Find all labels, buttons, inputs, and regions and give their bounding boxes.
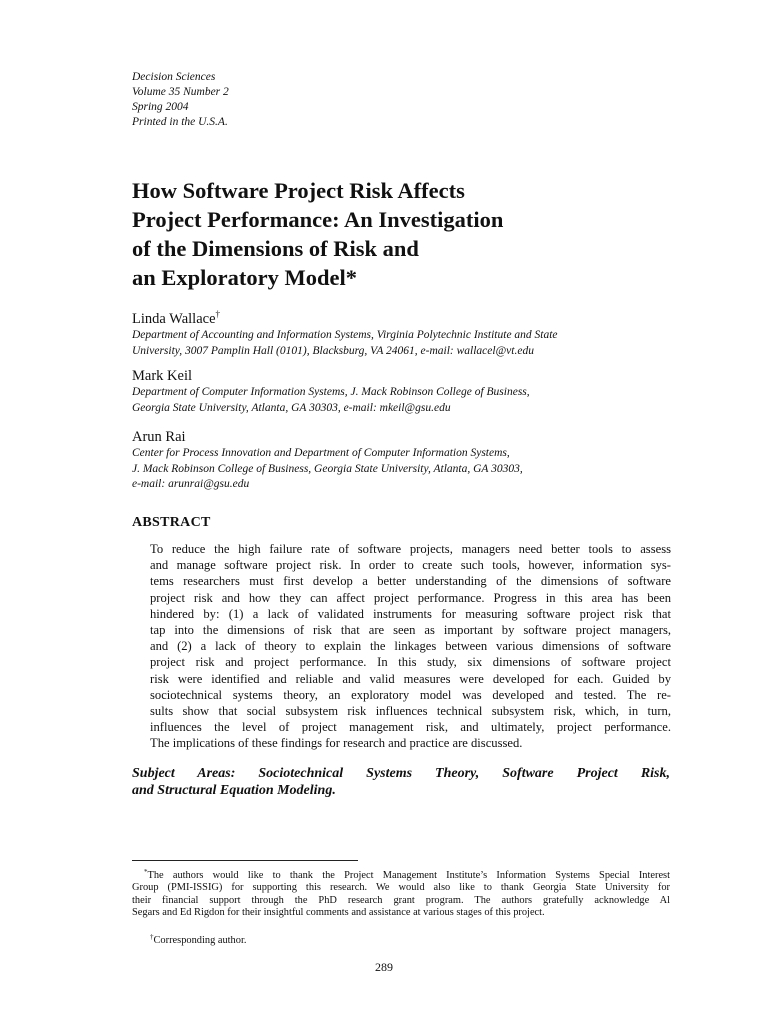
journal-info: [132, 70, 229, 130]
affiliation-line: e-mail: arunrai@gsu.edu: [132, 478, 250, 490]
footnote-mark: *: [144, 868, 148, 876]
subject-areas-line: Subject Areas: Sociotechnical Systems Theory, Software Project Risk,: [132, 766, 670, 781]
author-block: [132, 367, 530, 416]
abstract-heading: ABSTRACT: [132, 515, 211, 530]
author-name-line: [132, 367, 530, 385]
author-name-line: [132, 305, 558, 328]
abstract-line: influences the level of project management risk, and ultimately, project performance.: [150, 720, 671, 735]
subject-areas-line: and Structural Equation Modeling.: [132, 783, 336, 798]
footnote-divider: [132, 860, 358, 861]
abstract-line: sults show that social subsystem risk influences technical subsystem risk, which, in turn,: [150, 704, 671, 719]
footnote-text: The authors would like to thank the Project Management Institute’s Information Systems Special Interest: [147, 870, 670, 881]
page-number: 289: [375, 960, 393, 974]
corresponding-author-footnote: [150, 931, 246, 947]
abstract-line: The implications of these findings for research and practice are discussed.: [150, 736, 523, 751]
abstract-line: and manage software project risk. In order to create such tools, however, information sys-: [150, 558, 671, 573]
title-line: Project Performance: An Investigation: [132, 207, 504, 232]
abstract-line: project risk and project performance. In this study, six dimensions of software project: [150, 655, 671, 670]
author-name: Linda Wallace: [132, 311, 216, 327]
author-name: Arun Rai: [132, 429, 186, 445]
author-affiliation: [132, 446, 523, 493]
abstract-line: tap into the dimensions of risk that are seen as important by software project managers,: [150, 623, 671, 638]
acknowledgment-footnote: [132, 866, 670, 919]
author-name-line: [132, 428, 523, 446]
journal-printed: Printed in the U.S.A.: [132, 116, 228, 128]
author-affiliation: [132, 328, 558, 359]
footnote-line: Group (PMI-ISSIG) for supporting this research. We would also like to thank Georgia State University for: [132, 882, 670, 894]
abstract-line: tems researchers must first develop a better understanding of the dimensions of software: [150, 574, 671, 589]
abstract-line: To reduce the high failure rate of software projects, managers need better tools to assess: [150, 542, 671, 556]
affiliation-line: Department of Accounting and Information Systems, Virginia Polytechnic Institute and State: [132, 329, 558, 341]
footnote-line: Segars and Ed Rigdon for their insightful comments and assistance at various stages of this project.: [132, 906, 545, 918]
author-block: [132, 305, 558, 359]
footnote-line: [132, 866, 670, 882]
title-line: of the Dimensions of Risk and: [132, 236, 419, 261]
author-name: Mark Keil: [132, 368, 192, 384]
affiliation-line: J. Mack Robinson College of Business, Georgia State University, Atlanta, GA 30303,: [132, 462, 523, 475]
footnote-text: Corresponding author.: [153, 935, 247, 946]
affiliation-line: Department of Computer Information Systems, J. Mack Robinson College of Business,: [132, 386, 530, 398]
author-block: [132, 428, 523, 493]
journal-name: Decision Sciences: [132, 71, 216, 83]
affiliation-line: University, 3007 Pamplin Hall (0101), Blacksburg, VA 24061, e-mail: wallacel@vt.edu: [132, 344, 534, 357]
abstract-line: hindered by: (1) a lack of validated instruments for measuring software project risk that: [150, 606, 671, 621]
abstract-line: project risk and how they can affect project performance. Progress in this area has been: [150, 590, 671, 605]
author-mark: †: [215, 309, 221, 319]
title-line: How Software Project Risk Affects: [132, 178, 465, 203]
journal-volume: Volume 35 Number 2: [132, 86, 229, 98]
abstract-line: sociotechnical systems theory, an exploratory model was developed and tested. The re-: [150, 687, 671, 702]
paper-title: [132, 176, 503, 292]
affiliation-line: Georgia State University, Atlanta, GA 30303, e-mail: mkeil@gsu.edu: [132, 401, 451, 414]
journal-issue: Spring 2004: [132, 101, 189, 113]
abstract-line: risk were identified and reliable and valid measures were developed for each. Guided by: [150, 671, 671, 686]
affiliation-line: Center for Process Innovation and Department of Computer Information Systems,: [132, 447, 510, 459]
abstract-line: and (2) a lack of theory to explain the linkages between various dimensions of software: [150, 639, 671, 654]
footnote-mark: †: [150, 933, 154, 941]
author-affiliation: [132, 385, 530, 416]
title-line: an Exploratory Model*: [132, 265, 357, 290]
abstract-body: [150, 541, 671, 752]
subject-areas: [132, 765, 670, 799]
footnote-line: their financial support through the PhD research grant program. The authors gratefully acknowledge Al: [132, 894, 670, 906]
